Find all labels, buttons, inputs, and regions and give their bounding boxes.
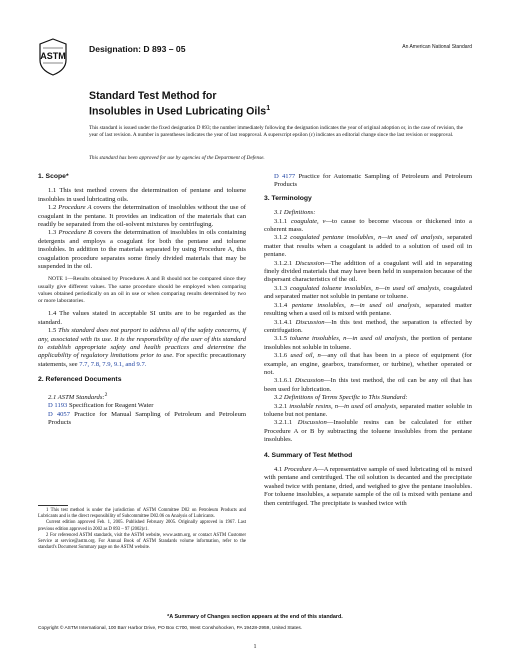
para-3-1-6: 3.1.6 used oil, n—any oil that has been in a piece of equipment (for example, an engine, gearbox, transformer, or turbine), whether operated or not. (264, 352, 472, 376)
para-1-5: 1.5 This standard does not purport to address all of the safety concerns, if any, associated with its use. It is the responsibility of the user of this standard to establish appropriate safety and health practices and determine the applicability of regulatory limitations prior to use. For specific precautionary statements, see 7.7, 7.8, 7.9, 9.1, and 9.7. (38, 327, 246, 368)
copyright: Copyright © ASTM International, 100 Barr Harbor Drive, PO Box C700, West Conshohocken, PA 19428-2959, United States. (38, 626, 303, 631)
defense-note: This standard has been approved for use by agencies of the Department of Defense. (89, 155, 265, 161)
section-4-heading: 4. Summary of Test Method (264, 451, 353, 459)
section-2-heading: 2. Referenced Documents (38, 376, 122, 384)
left-column (38, 173, 246, 427)
footnote-2: 2 For referenced ASTM standards, visit the ASTM website, www.astm.org, or contact ASTM Customer Service at service@astm.org. For Annual Book of ASTM Standards volume information, refer to the standard's Document Summary page on the ASTM website. (38, 532, 246, 551)
ref-d4177: D 4177 Practice for Automatic Sampling of Petroleum and Petroleum Products (274, 173, 472, 189)
footnote-1: 1 This test method is under the jurisdiction of ASTM Committee D02 on Petroleum Products and Lubricants and is the direct responsibility of Subcommittee D02.06 on Analysis of Lubricants. (38, 508, 246, 520)
para-1-3: 1.3 Procedure B covers the determination of insolubles in oils containing detergents and employs a coagulant for both the pentane and toluene insolubles. In addition to the materials separated by using Procedure A, this coagulation procedure separates some finely divided materials that may be suspended in the oil. (38, 229, 246, 271)
astm-logo (38, 38, 68, 76)
para-3-1-5: 3.1.5 toluene insolubles, n—in used oil analysis, the portion of pentane insolubles not soluble in toluene. (264, 335, 472, 351)
para-3-1-6-1: 3.1.6.1 Discussion—In this test method, the oil can be any oil that has been used for lubrication. (264, 377, 472, 393)
footnote-1-edition: Current edition approved Feb. 1, 2005. Published February 2005. Originally approved in 1967. Last previous edition approved in 2002 as D 893 – 97 (2002)ε1. (38, 520, 246, 532)
issue-note: This standard is issued under the fixed designation D 893; the number immediately following the designation indicates the year of original adoption or, in the case of revision, the year of last revision. A number in parentheses indicates the year of last reapproval. A superscript epsilon (ε) indicates an editorial change since the last revision or reapproval. (89, 125, 463, 138)
section-1-heading: 1. Scope* (38, 173, 69, 180)
para-4-1: 4.1 Procedure A—A representative sample of used lubricating oil is mixed with pentane and centrifuged. The oil solution is decanted and the precipitate washed twice with pentane, dried, and weighed to give the pentane insolubles. For toluene insolubles, a separate sample of the oil is mixed with pentane and then centrifuged. The precipitate is washed twice with (264, 466, 472, 507)
para-3-1-2: 3.1.2 coagulated pentane insolubles, n—in used oil analysis, separated matter that results when a coagulant is added to a solution of used oil in pentane. (264, 234, 472, 259)
summary-of-changes-note: *A Summary of Changes section appears at the end of this standard. (167, 614, 343, 620)
standard-label: An American National Standard (402, 44, 472, 50)
para-3-1: 3.1 Definitions: (274, 209, 316, 217)
title-footnote-marker: 1 (266, 104, 271, 112)
para-1-1: 1.1 This test method covers the determination of pentane and toluene insolubles in used lubricating oils. (38, 187, 246, 203)
para-3-1-3: 3.1.3 coagulated toluene insolubles, n—in used oil analysis, coagulated and separated matter not soluble in pentane or toluene. (264, 284, 472, 301)
para-3-1-1: 3.1.1 coagulate, v—to cause to become viscous or thickened into a coherent mass. (264, 217, 472, 234)
para-3-2: 3.2 Definitions of Terms Specific to This Standard: (274, 394, 408, 402)
section-3-heading: 3. Terminology (264, 194, 312, 202)
para-3-1-4: 3.1.4 pentane insolubles, n—in used oil analysis, separated matter resulting when a used oil is mixed with pentane. (264, 301, 472, 318)
footnotes (38, 508, 246, 551)
note-1: NOTE 1—Results obtained by Procedures A and B should not be compared since they usually give different values. The same procedure should be employed when comparing values obtained periodically on an oil in use or when comparing results determined by two or more laboratories. (38, 276, 246, 305)
ref-d4177-link[interactable]: D 4177 (274, 173, 296, 180)
precaution-refs-link[interactable]: 7.7, 7.8, 7.9, 9.1, and 9.7. (79, 360, 147, 368)
ref-d1193-link[interactable]: D 1193 (48, 402, 68, 410)
ref-d4057-link[interactable]: D 4057 (48, 410, 71, 418)
ref-d1193: D 1193 Specification for Reagent Water (48, 402, 154, 410)
title-line-1: Standard Test Method for (89, 90, 217, 102)
title-line-2: Insolubles in Used Lubricating Oils$^1$ (89, 104, 271, 118)
svg-text:ASTM: ASTM (40, 51, 66, 61)
designation: Designation: D 893 – 05 (89, 44, 186, 54)
para-1-4: 1.4 The values stated in acceptable SI units are to be regarded as the standard. (38, 310, 246, 326)
ref-d4057: D 4057 Practice for Manual Sampling of Petroleum and Petroleum Products (48, 410, 246, 426)
para-1-2: 1.2 Procedure A covers the determination of insolubles without the use of coagulant in the pentane. It provides an indication of the materials that can readily be separated from the oil-solvent mixtures by centrifuging. (38, 204, 247, 229)
para-3-2-1: 3.2.1 insoluble resins, n—in used oil analysis, separated matter soluble in toluene but not pentane. (264, 402, 472, 418)
para-3-1-4-1: 3.1.4.1 Discussion—In this test method, the separation is effected by centrifugation. (264, 318, 472, 334)
para-2-1: 2.1 ASTM Standards:$^2$ (48, 391, 108, 401)
page-number: 1 (253, 644, 257, 650)
footnote-rule (38, 505, 68, 506)
document-title (89, 90, 270, 118)
para-3-2-1-1: 3.2.1.1 Discussion—Insoluble resins can be calculated for either Procedure A or B by subtracting the toluene insolubles from the pentane insolubles. (264, 419, 472, 444)
right-column (264, 173, 472, 508)
para-3-1-2-1: 3.1.2.1 Discussion—The addition of a coagulant will aid in separating finely divided materials that may have been held in suspension because of the dispersant characteristics of the oil. (264, 259, 473, 284)
